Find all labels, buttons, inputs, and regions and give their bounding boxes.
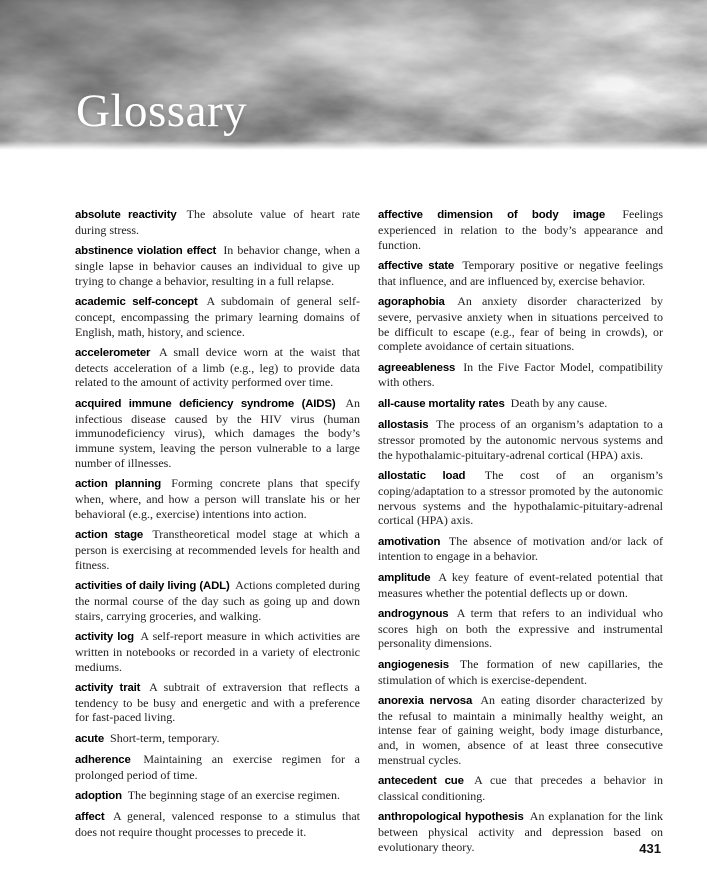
glossary-term: antecedent cue	[378, 775, 464, 788]
glossary-definition: In the Five Factor Model, compatibility with others.	[378, 359, 664, 390]
glossary-entry	[75, 207, 360, 238]
glossary-definition: A subtrait of extraversion that reflects a tendency to be busy and energetic and with a preference for fast-paced living.	[75, 679, 360, 725]
glossary-term: agreeableness	[378, 361, 456, 374]
glossary-entry	[378, 417, 663, 462]
glossary-term: activities of daily living (ADL)	[75, 580, 230, 593]
glossary-definition: Short-term, temporary.	[110, 730, 220, 745]
glossary-left-column	[75, 207, 360, 860]
glossary-definition: The formation of new capillaries, the stimulation of which is exercise-dependent.	[378, 656, 663, 687]
glossary-term: all-cause mortality rates	[378, 397, 505, 410]
glossary-term: anorexia nervosa	[378, 694, 473, 707]
glossary-entry	[378, 360, 663, 391]
glossary-term: acute	[75, 732, 105, 745]
glossary-body	[0, 150, 707, 860]
glossary-definition: Temporary positive or negative feelings that influence, and are influenced by, exercise behavior.	[378, 257, 663, 288]
glossary-definition: A cue that precedes a behavior in classical conditioning.	[378, 773, 664, 804]
glossary-entry	[75, 396, 360, 471]
glossary-definition: Feelings experienced in relation to the body’s appearance and function.	[378, 207, 663, 252]
glossary-term: academic self-concept	[75, 295, 198, 308]
glossary-entry	[75, 476, 360, 521]
glossary-entry	[378, 207, 663, 252]
glossary-entry	[75, 629, 360, 674]
glossary-entry	[75, 788, 360, 804]
glossary-entry	[378, 396, 663, 412]
glossary-term: accelerometer	[75, 346, 151, 359]
glossary-entry	[378, 294, 663, 354]
glossary-term: activity log	[75, 630, 134, 643]
page-number: 431	[639, 841, 661, 856]
glossary-term: affective dimension of body image	[378, 209, 606, 221]
glossary-term: androgynous	[378, 607, 449, 620]
glossary-term: abstinence violation effect	[75, 245, 217, 258]
glossary-definition: Transtheoretical model stage at which a person is exercising at recommended levels for health and fitness.	[75, 527, 360, 572]
glossary-term: affective state	[378, 259, 455, 272]
glossary-term: action planning	[75, 478, 162, 491]
glossary-term: affect	[75, 811, 105, 824]
glossary-term: adherence	[75, 754, 131, 766]
glossary-entry	[378, 606, 663, 651]
glossary-entry	[75, 731, 360, 747]
glossary-definition: An anxiety disorder characterized by severe, pervasive anxiety when in situations perceived to be difficult to escape (e.g., fear of being in crowds), or complete avoidance of certain situations.	[378, 293, 663, 354]
glossary-term: amplitude	[378, 571, 431, 584]
glossary-definition: A general, valenced response to a stimulus that does not require thought processes to precede it.	[75, 809, 360, 840]
glossary-term: adoption	[75, 790, 122, 803]
glossary-definition: An explanation for the link between physical activity and depression based on evolutionary theory.	[378, 809, 664, 854]
glossary-entry	[378, 773, 663, 804]
glossary-term: anthropological hypothesis	[378, 811, 524, 824]
glossary-entry	[378, 258, 663, 289]
glossary-entry	[378, 693, 663, 768]
glossary-term: amotivation	[378, 535, 441, 548]
glossary-term: activity trait	[75, 681, 141, 694]
glossary-definition: The process of an organism’s adaptation to a stressor promoted by the autonomic nervous systems and the hypothalamic-pituitary-adrenal cortical (HPA) axis.	[378, 417, 663, 462]
glossary-definition: A term that refers to an individual who scores high on both the expressive and instrumental personality dimensions.	[378, 605, 663, 651]
glossary-entry	[378, 657, 663, 688]
glossary-term: absolute reactivity	[75, 209, 177, 221]
glossary-entry	[75, 680, 360, 725]
glossary-entry	[75, 527, 360, 572]
glossary-entry	[378, 809, 663, 854]
glossary-definition: The absolute value of heart rate during stress.	[75, 207, 360, 237]
glossary-definition: Death by any cause.	[510, 395, 608, 410]
glossary-definition: A self-report measure in which activities are written in notebooks or recorded in a variety of electronic mediums.	[75, 628, 360, 674]
page-title: Glossary	[76, 85, 248, 137]
glossary-entry	[378, 534, 663, 565]
glossary-definition: The absence of motivation and/or lack of intention to engage in a behavior.	[378, 533, 663, 564]
glossary-entry	[378, 468, 663, 528]
glossary-term: angiogenesis	[378, 658, 449, 671]
glossary-definition: Forming concrete plans that specify when, where, and how a person will translate his or her behavioral (e.g., exercise) intentions into action.	[75, 476, 360, 521]
glossary-definition: A key feature of event-related potential that measures whether the potential deflects up or down.	[378, 569, 663, 600]
glossary-definition: Actions completed during the normal course of the day such as going up and down stairs, carrying groceries, and walking.	[75, 578, 361, 623]
glossary-entry	[378, 570, 663, 601]
glossary-term: action stage	[75, 529, 144, 542]
glossary-term: acquired immune deficiency syndrome (AIDS)	[75, 397, 336, 410]
glossary-definition: The cost of an organism’s coping/adaptation to a stressor promoted by the autonomic nervous systems and the hypothalamic-pituitary-adrenal cortical (HPA) axis.	[378, 467, 663, 528]
glossary-entry	[75, 809, 360, 840]
glossary-entry	[75, 294, 360, 339]
glossary-term: agoraphobia	[378, 295, 445, 308]
glossary-right-column	[378, 207, 663, 860]
glossary-definition: A small device worn at the waist that detects acceleration of a limb (e.g., leg) to provide data related to the amount of activity performed over time.	[75, 344, 360, 390]
glossary-definition: In behavior change, when a single lapse in behavior causes an individual to give up trying to change a behavior, resulting in a full relapse.	[75, 243, 360, 288]
glossary-entry	[75, 578, 360, 623]
glossary-header-banner	[0, 0, 707, 150]
glossary-entry	[75, 345, 360, 390]
glossary-term: allostatic load	[378, 469, 466, 482]
glossary-term: allostasis	[378, 419, 429, 432]
glossary-entry	[75, 752, 360, 783]
glossary-definition: The beginning stage of an exercise regimen.	[127, 788, 340, 803]
glossary-definition: An infectious disease caused by the HIV virus (human immunodeficiency virus), which damages the body’s immune system, leaving the person vulnerable to a large number of illnesses.	[75, 395, 360, 470]
glossary-definition: Maintaining an exercise regimen for a prolonged period of time.	[75, 752, 360, 782]
glossary-definition: A subdomain of general self-concept, encompassing the primary learning domains of English, math, history, and science.	[75, 293, 360, 339]
glossary-definition: An eating disorder characterized by the refusal to maintain a minimally healthy weight, an intense fear of gaining weight, body image disturbance, and, in women, absence of at least three consecutive menstrual cycles.	[378, 692, 663, 767]
glossary-entry	[75, 243, 360, 288]
